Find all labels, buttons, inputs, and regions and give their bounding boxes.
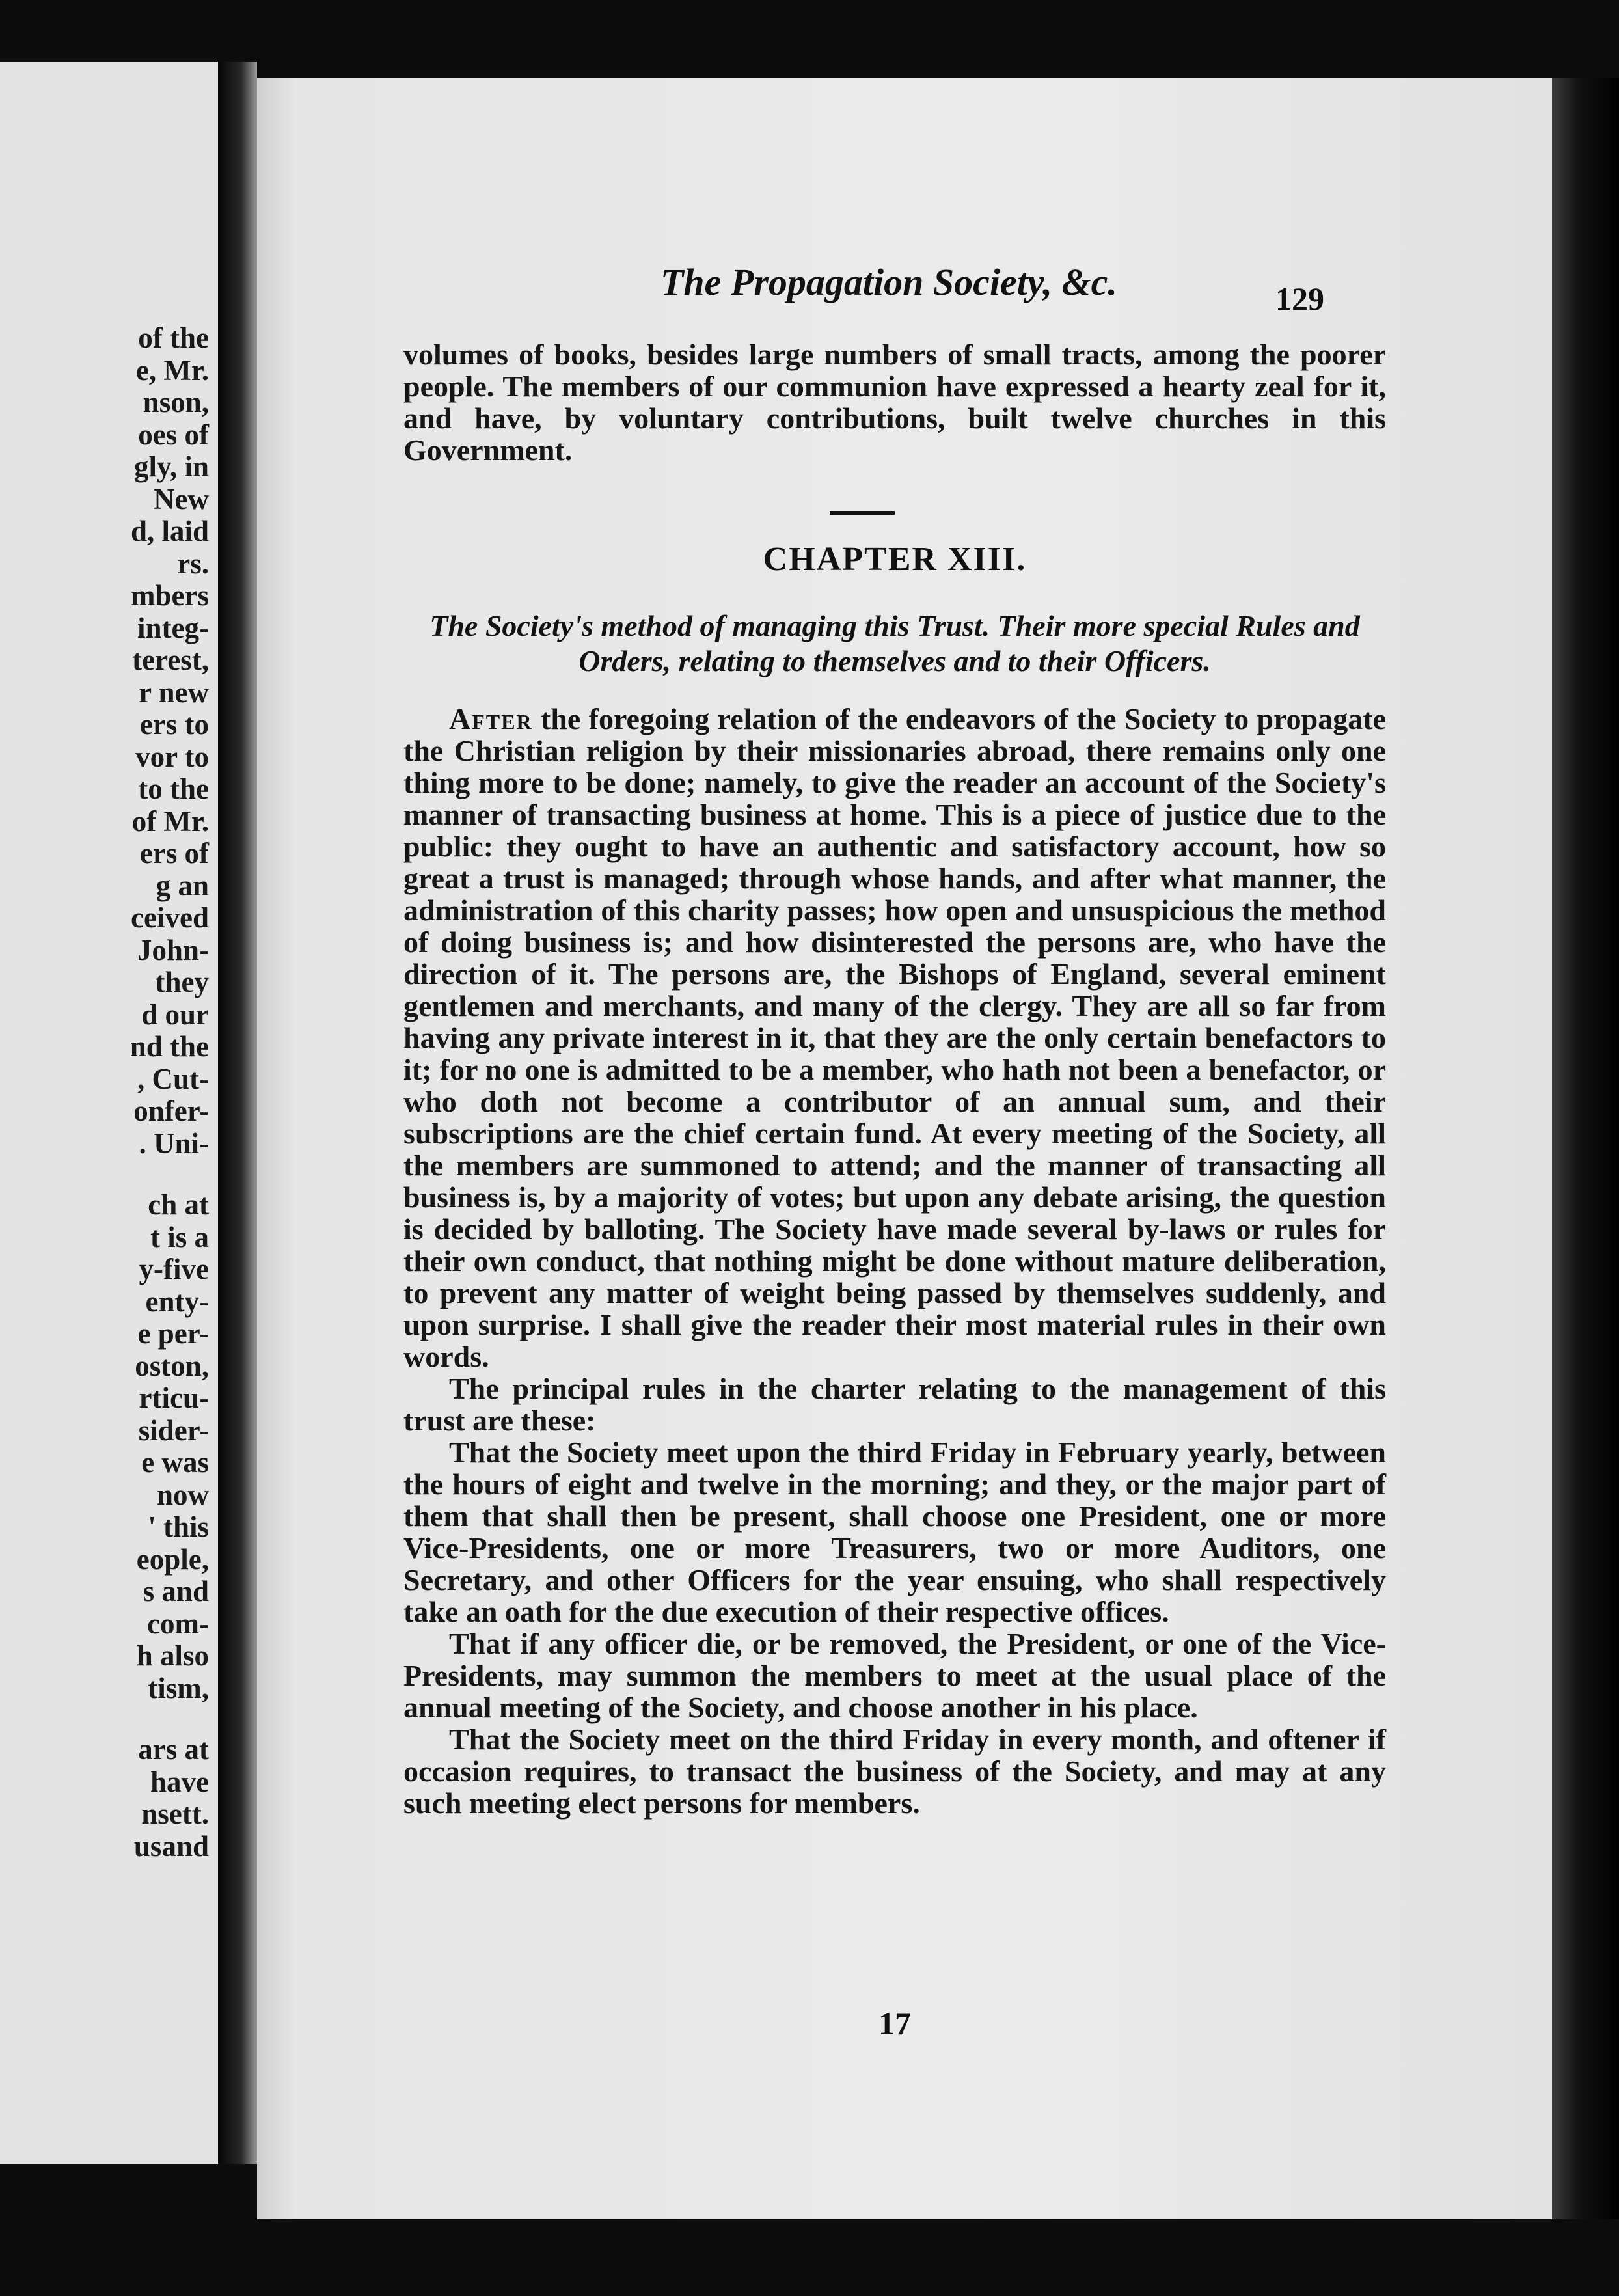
left-page-line: h also [136, 1639, 209, 1672]
left-page-line: g an [156, 869, 209, 902]
intro-paragraph [403, 338, 1386, 466]
chapter-subtitle: The Society's method of managing this Trust. Their more special Rules and Orders, relating to themselves and to their Officers. [429, 609, 1360, 677]
running-head: The Propagation Society, &c. [660, 261, 1117, 303]
left-page-line: tism, [148, 1671, 209, 1704]
left-page-line: ars at [138, 1733, 209, 1766]
left-page-line: , Cut- [137, 1062, 209, 1095]
left-page-line: terest, [132, 644, 209, 676]
left-page-line: usand [133, 1829, 209, 1863]
page-edge-shadow [1552, 78, 1619, 2219]
paragraph-1-text: the foregoing relation of the endeavors of the Society to propagate the Christian religion by their missionaries abroad, there remains only one thing more to be done; namely, to give the reader an account of the Society's manner of transacting business at home. This is a piece of justice due to the public: they ought to have an authentic and satisfactory account, how so great a trust is managed; through whose hands, and after what manner, the administration of this charity passes; how open and unsuspicious the method of doing business is; and how disinterested the persons are, who have the direction of it. The persons are, the Bishops of England, several eminent gentlemen and merchants, and many of the clergy. They are all so far from having any private interest in it, that they are the only certain benefactors to it; for no one is admitted to be a member, who hath not been a benefactor, or who doth not become a contributor of an annual sum, and their subscriptions are the chief certain fund. At every meeting of the Society, all the members are summoned to attend; and the manner of transacting all business is, by a majority of votes; but upon any debate arising, the question is decided by balloting. The Society have made several by-laws or rules for their own conduct, that nothing might be done without mature deliberation, to prevent any matter of weight being passed by themselves suddenly, and upon surprise. I shall give the reader their most material rules in their own words. [403, 702, 1386, 1373]
left-facing-page [0, 62, 218, 2164]
left-page-line: r new [139, 676, 209, 709]
left-page-line: they [155, 966, 209, 998]
left-page-line: oes of [138, 418, 209, 451]
left-page-line: . Uni- [139, 1127, 209, 1160]
left-page-line: e per- [137, 1317, 209, 1350]
left-page-line: e, Mr. [135, 353, 209, 387]
left-page-line: gly, in [133, 450, 209, 483]
left-page-line: rticu- [139, 1382, 209, 1414]
paragraph-4: That if any officer die, or be removed, the President, or one of the Vice-Presidents, may summon the members to meet at the usual place of the annual meeting of the Society, and choose another in his place. [403, 1627, 1386, 1724]
left-page-line: y-five [139, 1253, 209, 1285]
left-page-line: ch at [148, 1188, 209, 1221]
left-page-line: s and [143, 1575, 209, 1607]
left-page-gap [130, 1704, 209, 1734]
page-number: 129 [1275, 280, 1324, 317]
left-page-line: enty- [145, 1285, 209, 1318]
left-page-line: to the [138, 772, 209, 805]
left-page-line: com- [147, 1607, 209, 1640]
left-page-line: of the [138, 321, 209, 354]
left-page-gap [130, 1160, 209, 1189]
left-page-line: of Mr. [131, 804, 209, 838]
left-page-line: onfer- [133, 1095, 209, 1127]
left-page-line: New [154, 482, 209, 515]
left-page-line: e was [141, 1446, 209, 1479]
paragraph-1 [403, 703, 1386, 1373]
left-page-line: mbers [131, 579, 209, 612]
left-page-line: vor to [135, 740, 209, 773]
main-page [257, 78, 1552, 2219]
left-page-text [130, 322, 209, 1863]
left-page-line: eople, [136, 1542, 209, 1576]
left-page-line: sider- [138, 1414, 209, 1447]
paragraph-3: That the Society meet upon the third Friday in February yearly, between the hours of eight and twelve in the morning; and they, or the major part of them that shall then be present, shall choose one President, one or more Vice-Presidents, one or more Treasurers, two or more Auditors, one Secretary, and other Officers for the year ensuing, who shall respectively take an oath for the due execution of their respective offices. [403, 1436, 1386, 1628]
left-page-line: now [156, 1478, 209, 1511]
paragraph-2: The principal rules in the charter relating to the management of this trust are these: [403, 1372, 1386, 1437]
left-page-line: have [150, 1765, 209, 1798]
chapter-title: CHAPTER XIII. [763, 541, 1027, 578]
left-page-line: oston, [135, 1349, 209, 1382]
left-page-line: John- [137, 933, 209, 966]
left-page-line: integ- [137, 611, 209, 644]
left-page-line: nsett. [141, 1797, 209, 1830]
left-page-line: rs. [177, 547, 209, 580]
left-page-line: d, laid [130, 515, 209, 547]
chapter-divider-rule [830, 511, 895, 515]
left-page-line: ers to [139, 708, 209, 741]
signature-mark: 17 [878, 2005, 911, 2042]
left-page-line: t is a [150, 1220, 209, 1253]
left-page-line: ' this [148, 1510, 209, 1543]
paragraph-1-first-word: After [449, 702, 533, 735]
left-page-line: ceived [131, 901, 209, 934]
left-page-line: nson, [143, 386, 209, 418]
book-gutter [218, 62, 257, 2164]
chapter-body [403, 703, 1386, 1819]
left-page-line: nd the [129, 1030, 209, 1063]
left-page-line: d our [141, 998, 209, 1031]
intro-paragraph-text: volumes of books, besides large numbers of small tracts, among the poorer people. The members of our communion have expressed a hearty zeal for it, and have, by voluntary contributions, built twelve churches in this Government. [403, 338, 1386, 467]
paragraph-5: That the Society meet on the third Friday in every month, and oftener if occasion requires, to transact the business of the Society, and may at any such meeting elect persons for members. [403, 1723, 1386, 1820]
left-page-line: ers of [139, 837, 209, 869]
